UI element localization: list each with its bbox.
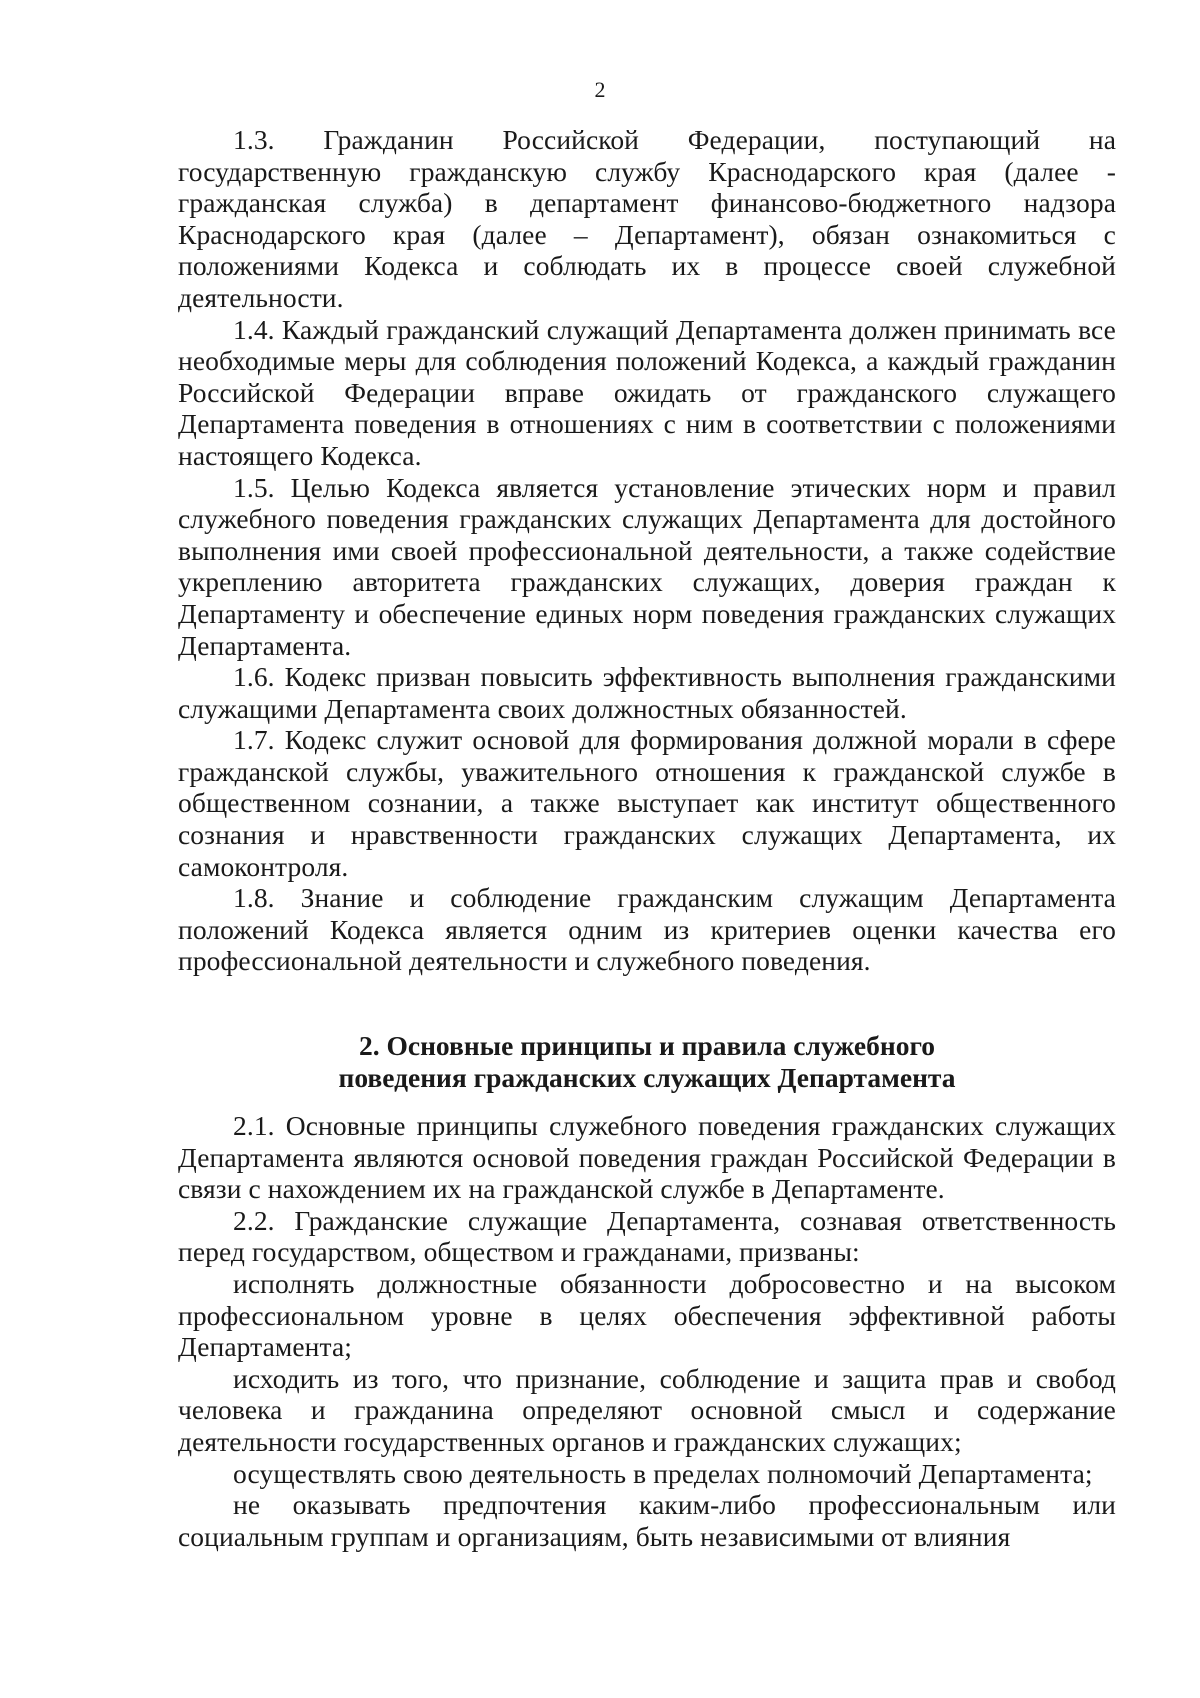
section-2-heading-line-2: поведения гражданских служащих Департамента	[338, 1062, 956, 1093]
paragraph-2-1: 2.1. Основные принципы служебного поведения гражданских служащих Департамента являются основой поведения граждан Российской Федерации в связи с нахождением их на гражданской службе в Департаменте.	[178, 1110, 1116, 1205]
page-number: 2	[594, 77, 606, 102]
list-item-impartiality: не оказывать предпочтения каким-либо профессиональным или социальным группам и организациям, быть независимыми от влияния	[178, 1489, 1116, 1552]
section-1-body	[178, 124, 1116, 977]
paragraph-1-3: 1.3. Гражданин Российской Федерации, поступающий на государственную гражданскую службу Краснодарского края (далее - гражданская служба) в департамент финансово-бюджетного надзора Краснодарского края (далее – Департамент), обязан ознакомиться с положениями Кодекса и соблюдать их в процессе своей служебной деятельности.	[178, 124, 1116, 313]
paragraph-2-2: 2.2. Гражданские служащие Департамента, сознавая ответственность перед государством, обществом и гражданами, призваны:	[178, 1204, 1116, 1268]
section-2-body	[178, 1110, 1116, 1552]
section-2-heading	[178, 1030, 1116, 1094]
paragraph-1-4: 1.4. Каждый гражданский служащий Департамента должен принимать все необходимые меры для соблюдения положений Кодекса, а каждый гражданин Российской Федерации вправе ожидать от гражданского служащего Департамента поведения в отношениях с ним в соответствии с положениями настоящего Кодекса.	[178, 313, 1116, 471]
paragraph-1-6: 1.6. Кодекс призван повысить эффективность выполнения гражданскими служащими Департамента своих должностных обязанностей.	[178, 661, 1116, 724]
section-2-heading-line-1: 2. Основные принципы и правила служебного	[358, 1030, 936, 1061]
list-item-powers: осуществлять свою деятельность в пределах полномочий Департамента;	[233, 1457, 1093, 1489]
paragraph-1-7: 1.7. Кодекс служит основой для формирования должной морали в сфере гражданской службы, уважительного отношения к гражданской службе в общественном сознании, а также выступает как институт общественного сознания и нравственности гражданских служащих Департамента, их самоконтроля.	[178, 724, 1116, 882]
list-item-duties: исполнять должностные обязанности добросовестно и на высоком профессиональном уровне в целях обеспечения эффективной работы Департамента;	[178, 1267, 1116, 1363]
list-item-rights: исходить из того, что признание, соблюдение и защита прав и свобод человека и гражданина определяют основной смысл и содержание деятельности государственных органов и гражданских служащих;	[178, 1362, 1116, 1457]
paragraph-1-8: 1.8. Знание и соблюдение гражданским служащим Департамента положений Кодекса является одним из критериев оценки качества его профессиональной деятельности и служебного поведения.	[178, 882, 1116, 977]
paragraph-1-5: 1.5. Целью Кодекса является установление этических норм и правил служебного поведения гражданских служащих Департамента для достойного выполнения ими своей профессиональной деятельности, а также содействие укреплению авторитета гражданских служащих, доверия граждан к Департаменту и обеспечение единых норм поведения гражданских служащих Департамента.	[178, 471, 1116, 661]
